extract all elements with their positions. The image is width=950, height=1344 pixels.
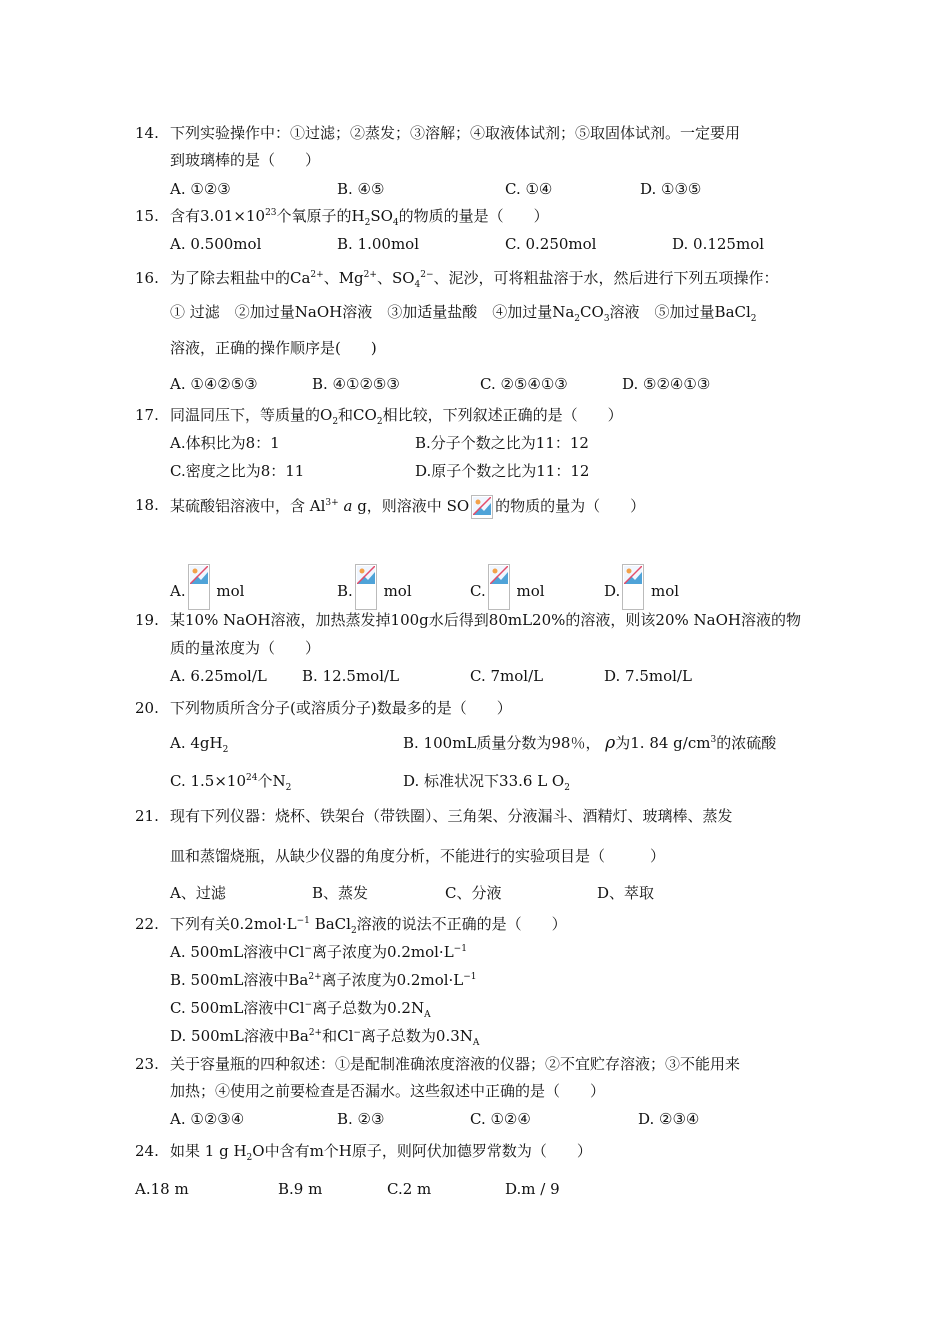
q22-option-a[interactable]: A. 500mL溶液中Cl−离子浓度为$0.2mol\cdot L^{-1}$ (170, 943, 467, 961)
q17-stem: 同温同压下，等质量的$O_2$和$CO_2$相比较，下列叙述正确的是（ ） (170, 406, 623, 427)
q16-operations-list: ① 过滤 ②加过量NaOH溶液 ③加适量盐酸 ④加过量$Na_2CO_3$溶液 ⑤加过量BaCl$_2$ (170, 303, 757, 324)
q21-option-c[interactable]: C、分液 (445, 884, 502, 902)
q21-stem: 现有下列仪器：烧杯、铁架台（带铁圈）、三角架、分液漏斗、酒精灯、玻璃棒、蒸发 (170, 807, 733, 825)
q23-option-c[interactable]: C. ①②④ (470, 1110, 531, 1128)
q18-number: 18. (135, 496, 159, 514)
q23-stem-cont: 加热；④使用之前要检查是否漏水。这些叙述中正确的是（ ） (170, 1082, 606, 1100)
q20-option-d[interactable]: D. 标准状况下33.6 L $O_2$ (403, 772, 570, 793)
q17-option-d[interactable]: D.原子个数之比为11：12 (415, 462, 590, 480)
q22-option-d[interactable]: D. 500mL溶液中$Ba^{2+}$和Cl−离子总数为$0.3N_A$ (170, 1027, 480, 1048)
q24-option-c[interactable]: C.2 m (387, 1180, 432, 1198)
formula-image-icon (471, 495, 493, 519)
q22-option-c[interactable]: C. 500mL溶液中Cl−离子总数为$0.2N_A$ (170, 999, 431, 1020)
q15-option-a[interactable]: A. 0.500mol (170, 235, 262, 253)
q20-number: 20. (135, 699, 159, 717)
q20-option-b[interactable]: B. 100mL质量分数为98％， ρ为1. 84 $g/cm^3$的浓硫酸 (403, 733, 777, 753)
q14-stem: 下列实验操作中：①过滤；②蒸发；③溶解；④取液体试剂；⑤取固体试剂。一定要用 (170, 124, 741, 142)
q18-stem: 某硫酸铝溶液中，含 $Al^{3+}$ a g，则溶液中 SO 的物质的量为（ ） (170, 495, 645, 519)
fraction-image-icon (188, 564, 210, 610)
q19-stem: 某10% NaOH溶液，加热蒸发掉100g水后得到80mL20%的溶液，则该20% NaOH溶液的物 (170, 611, 801, 629)
q23-option-b[interactable]: B. ②③ (337, 1110, 385, 1128)
q15-number: 15. (135, 207, 159, 225)
q16-number: 16. (135, 269, 159, 287)
q15-option-d[interactable]: D. 0.125mol (672, 235, 765, 253)
q23-stem: 关于容量瓶的四种叙述：①是配制准确浓度溶液的仪器；②不宜贮存溶液；③不能用来 (170, 1055, 741, 1073)
q16-option-c[interactable]: C. ②⑤④①③ (480, 375, 568, 393)
q18-option-c[interactable]: C. mol (470, 564, 545, 610)
q22-stem: 下列有关$0.2mol\cdot L^{-1}$ BaCl$_2$溶液的说法不正确的是（ ） (170, 915, 567, 936)
q17-option-a[interactable]: A.体积比为8：1 (170, 434, 280, 452)
q24-option-b[interactable]: B.9 m (278, 1180, 323, 1198)
q24-option-d[interactable]: D.m / 9 (505, 1180, 560, 1198)
q14-option-c[interactable]: C. ①④ (505, 180, 553, 198)
q19-option-b[interactable]: B. 12.5mol/L (302, 667, 400, 685)
q14-number: 14. (135, 124, 159, 142)
q20-option-c[interactable]: C. $1.5\times 10^{24}$个$N_2$ (170, 772, 292, 793)
q21-number: 21. (135, 807, 159, 825)
q21-stem-cont: 皿和蒸馏烧瓶，从缺少仪器的角度分析，不能进行的实验项目是（ ） (170, 847, 666, 865)
q14-stem-cont: 到玻璃棒的是（ ） (170, 151, 321, 169)
q21-option-d[interactable]: D、萃取 (597, 884, 655, 902)
q20-stem: 下列物质所含分子(或溶质分子)数最多的是（ ） (170, 699, 512, 717)
q18-option-a[interactable]: A. mol (170, 564, 244, 610)
q21-option-b[interactable]: B、蒸发 (312, 884, 369, 902)
q23-option-a[interactable]: A. ①②③④ (170, 1110, 245, 1128)
q16-option-d[interactable]: D. ⑤②④①③ (622, 375, 711, 393)
q24-stem: 如果 1 g $H_2O$中含有m个H原子，则阿伏加德罗常数为（ ） (170, 1142, 592, 1163)
q18-option-b[interactable]: B. mol (337, 564, 412, 610)
q16-option-b[interactable]: B. ④①②⑤③ (312, 375, 400, 393)
q23-number: 23. (135, 1055, 159, 1073)
q19-option-a[interactable]: A. 6.25mol/L (170, 667, 267, 685)
q24-option-a[interactable]: A.18 m (135, 1180, 189, 1198)
q16-option-a[interactable]: A. ①④②⑤③ (170, 375, 258, 393)
q24-number: 24. (135, 1142, 159, 1160)
q16-stem-cont: 溶液，正确的操作顺序是( ) (170, 339, 377, 357)
q14-option-b[interactable]: B. ④⑤ (337, 180, 385, 198)
q14-option-d[interactable]: D. ①③⑤ (640, 180, 702, 198)
q17-option-b[interactable]: B.分子个数之比为11：12 (415, 434, 589, 452)
q20-option-a[interactable]: A. $4gH_2$ (170, 734, 229, 755)
q21-option-a[interactable]: A、过滤 (170, 884, 226, 902)
q19-option-c[interactable]: C. 7mol/L (470, 667, 544, 685)
q23-option-d[interactable]: D. ②③④ (638, 1110, 700, 1128)
q22-number: 22. (135, 915, 159, 933)
q15-option-b[interactable]: B. 1.00mol (337, 235, 420, 253)
fraction-image-icon (355, 564, 377, 610)
q15-stem: 含有$3.01\times 10^{23}$个氧原子的$H_2SO_4$的物质的量是（ ） (170, 207, 549, 228)
fraction-image-icon (622, 564, 644, 610)
q18-option-d[interactable]: D. mol (604, 564, 679, 610)
fraction-image-icon (488, 564, 510, 610)
q19-option-d[interactable]: D. 7.5mol/L (604, 667, 692, 685)
q22-option-b[interactable]: B. 500mL溶液中$Ba^{2+}$离子浓度为$0.2mol\cdot L^{-1}$ (170, 971, 477, 989)
q17-number: 17. (135, 406, 159, 424)
q16-stem: 为了除去粗盐中的$Ca^{2+}$、$Mg^{2+}$、$SO_4^{2-}$、泥沙，可将粗盐溶于水，然后进行下列五项操作： (170, 269, 779, 290)
q19-number: 19. (135, 611, 159, 629)
q17-option-c[interactable]: C.密度之比为8：11 (170, 462, 305, 480)
q19-stem-cont: 质的量浓度为（ ） (170, 639, 321, 657)
q15-option-c[interactable]: C. 0.250mol (505, 235, 597, 253)
q14-option-a[interactable]: A. ①②③ (170, 180, 231, 198)
